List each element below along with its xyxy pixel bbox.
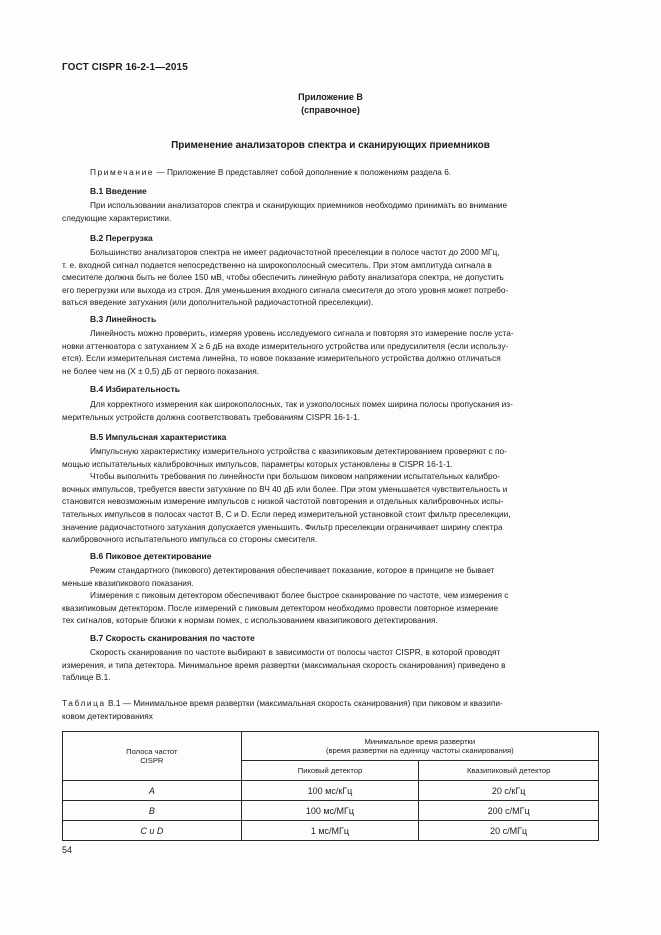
- text-line: квазипиковым детектором. После измерений с пиковым детектором необходимо провести повторное измерение: [62, 602, 499, 613]
- text-line: мощью испытательных калибровочных импульсов, параметры которых установлены в CISPR 16-1-1.: [62, 458, 453, 469]
- table-caption: [62, 697, 599, 722]
- text-line: Скорость сканирования по частоте выбирают в зависимости от полосы частот CISPR, в которой проводят: [90, 647, 501, 657]
- peak-cell: 100 мс/кГц: [241, 781, 419, 801]
- text-line: следующие характеристики.: [62, 212, 172, 223]
- text-line: его перегрузки или выхода из строя. Для уменьшения входного сигнала смесителя до этого уровня может потребо-: [62, 284, 509, 295]
- text-line: тательных импульсов в полосах частот B, C и D. Если перед измерительной установкой стоит фильтр преселекции,: [62, 508, 511, 519]
- text-line: таблице В.1.: [62, 672, 111, 683]
- section-heading: В.1 Введение: [90, 186, 147, 196]
- header-group-line: (время развертки на единицу частоты сканирования): [325, 746, 514, 755]
- band-cell: B: [63, 801, 242, 821]
- text-line: калибровочного испытательного импульса со стороны смесителя.: [62, 534, 318, 545]
- header-peak-cell: Пиковый детектор: [241, 761, 419, 781]
- main-title: Применение анализаторов спектра и сканирующих приемников: [171, 140, 490, 151]
- section-body: [62, 646, 599, 684]
- text-line: мерительных устройств должна соответствовать требованиям CISPR 16-1-1.: [62, 411, 360, 422]
- header-band-cell: [63, 732, 242, 781]
- section-heading: В.7 Скорость сканирования по частоте: [90, 633, 255, 643]
- note-text: — Приложение В представляет собой дополнение к положениям раздела 6.: [154, 167, 452, 177]
- text-line: новки аттенюатора с затуханием X ≥ 6 дБ на входе измерительного устройства или предусилителя (если использу-: [62, 340, 509, 351]
- text-line: При использовании анализаторов спектра и сканирующих приемников необходимо принимать во внимание: [90, 200, 508, 210]
- section-heading: В.4 Избирательность: [90, 384, 180, 394]
- header-band-line: CISPR: [140, 756, 164, 765]
- qp-cell: 200 с/МГц: [419, 801, 599, 821]
- qp-cell: 20 с/кГц: [419, 781, 599, 801]
- text-line: Чтобы выполнить требования по линейности при большом пиковом напряжении испытательных калибро-: [90, 471, 501, 482]
- appendix-subtitle: (справочное): [301, 105, 360, 115]
- document-header: ГОСТ CISPR 16-2-1—2015: [62, 62, 188, 73]
- text-line: смесителе должна быть не более 150 мВ, чтобы обеспечить линейную работу анализатора спектра, не допустить: [62, 272, 504, 283]
- band-cell: C и D: [63, 821, 242, 841]
- text-line: вочных импульсов, требуется ввести затухание по ВЧ 40 дБ или более. При этом уменьшается чувствительность и: [62, 483, 508, 494]
- table-caption-text: В.1 — Минимальное время развертки (максимальная скорость сканирования) при пиковом и квазипи-: [105, 698, 503, 708]
- section-heading: В.3 Линейность: [90, 314, 157, 324]
- note: [62, 166, 599, 179]
- section-body: [62, 327, 599, 377]
- text-line: значение радиочастотного затухания допускается уменьшить. Фильтр преселекции ограничивает ширину спектра: [62, 521, 503, 532]
- section-body: [62, 445, 599, 546]
- text-line: ваться введение затухания (или дополнительной радиочастотной преселекции).: [62, 297, 374, 308]
- text-line: тех сигналов, которые близки к нормам помех, с использованием квазипикового детектирования.: [62, 615, 438, 626]
- text-line: Измерения с пиковым детектором обеспечивают более быстрое сканирование по частоте, чем измерения с: [90, 590, 509, 601]
- section-body: [62, 564, 599, 627]
- note-label: Примечание: [90, 167, 155, 177]
- text-line: измерения, и типа детектора. Минимальное время развертки (максимальная скорость сканирования) приведено в: [62, 659, 506, 670]
- header-qp-cell: Квазипиковый детектор: [419, 761, 599, 781]
- table-row: [63, 821, 599, 841]
- table-row: [63, 781, 599, 801]
- header-band-line: Полоса частот: [126, 747, 178, 756]
- peak-cell: 1 мс/МГц: [241, 821, 419, 841]
- text-line: меньше квазипикового показания.: [62, 577, 194, 588]
- section-body: [62, 398, 599, 423]
- text-line: становится невозможным измерение импульсов с низкой частотой повторения и отдельных калибровочных испы-: [62, 496, 504, 507]
- sweep-time-table: [62, 731, 599, 841]
- text-line: Большинство анализаторов спектра не имеет радиочастотной преселекции в полосе частот до 2000 МГц,: [90, 247, 500, 257]
- table-row: [63, 801, 599, 821]
- table-caption-text: ковом детектированиях: [62, 710, 153, 721]
- section-body: [62, 199, 599, 224]
- header-group-cell: [241, 732, 598, 761]
- text-line: ется). Если измерительная система линейна, то новое показание измерительного устройства должно отличаться: [62, 353, 501, 364]
- text-line: не более чем на (X ± 0,5) дБ от первого показания.: [62, 365, 259, 376]
- header-group-line: Минимальное время развертки: [364, 737, 476, 746]
- section-heading: В.5 Импульсная характеристика: [90, 432, 227, 442]
- appendix-title: Приложение В: [298, 92, 363, 102]
- text-line: Для корректного измерения как широкополосных, так и узкополосных помех ширина полосы пропускания из-: [90, 399, 513, 409]
- text-line: Линейность можно проверить, измеряя уровень исследуемого сигнала и повторяя это измерение после уста-: [90, 328, 514, 338]
- table-caption-label: Таблица: [62, 698, 106, 708]
- section-body: [62, 246, 599, 309]
- text-line: Режим стандартного (пикового) детектирования обеспечивает показание, которое в принципе не бывает: [90, 565, 495, 575]
- text-line: т. е. входной сигнал подается непосредственно на широкополосный смеситель. При этом амплитуда сигнала в: [62, 259, 492, 270]
- page-number: 54: [62, 845, 73, 855]
- peak-cell: 100 мс/МГц: [241, 801, 419, 821]
- text-line: Импульсную характеристику измерительного устройства с квазипиковым детектированием проверяют с по-: [90, 446, 507, 456]
- section-heading: В.2 Перегрузка: [90, 233, 153, 243]
- section-heading: В.6 Пиковое детектирование: [90, 551, 212, 561]
- qp-cell: 20 с/МГц: [419, 821, 599, 841]
- band-cell: A: [63, 781, 242, 801]
